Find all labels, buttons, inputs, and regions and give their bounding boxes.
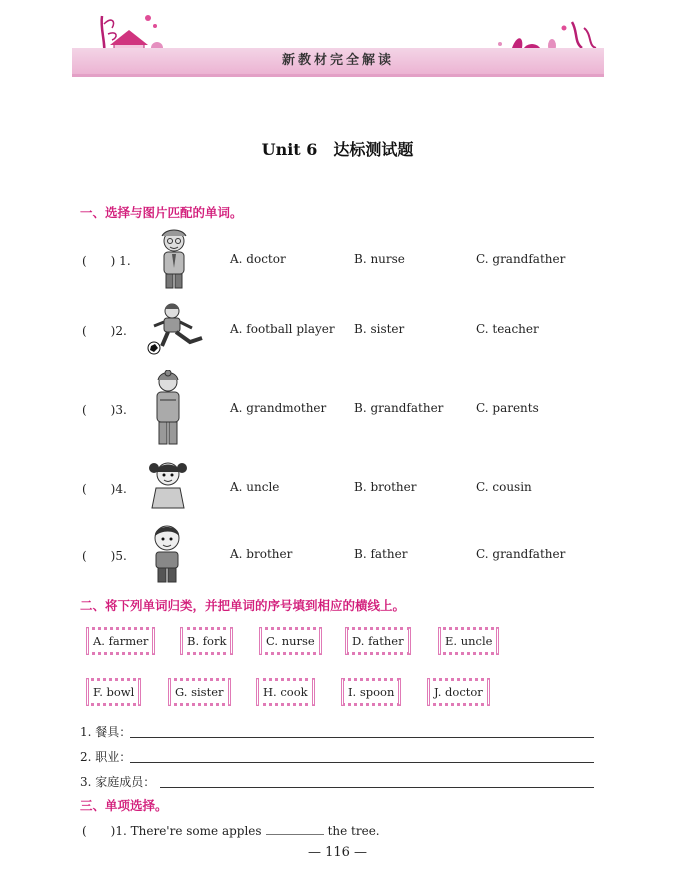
football-boy-icon xyxy=(146,302,208,356)
word-card: A. farmer xyxy=(86,627,155,655)
option-c-3: C. parents xyxy=(476,401,539,415)
word-card: J. doctor xyxy=(427,678,490,706)
word-card: D. father xyxy=(345,627,411,655)
word-card: C. nurse xyxy=(259,627,322,655)
option-b-2: B. sister xyxy=(354,322,405,336)
mc-question-1 xyxy=(82,822,380,839)
unit-title: Unit 6 达标测试题 xyxy=(261,140,414,159)
section2-heading: 二、将下列单词归类，并把单词的序号填到相应的横线上。 xyxy=(80,598,406,613)
category-family-line[interactable] xyxy=(160,787,594,788)
answer-blank-5[interactable]: ( )5. xyxy=(82,549,127,563)
girl-icon xyxy=(148,458,188,514)
option-a-2: A. football player xyxy=(230,322,335,336)
header-banner xyxy=(72,12,604,80)
word-card: H. cook xyxy=(256,678,315,706)
option-a-4: A. uncle xyxy=(230,480,280,494)
option-a-3: A. grandmother xyxy=(230,401,327,415)
category-job-line[interactable] xyxy=(130,762,594,763)
option-a-5: A. brother xyxy=(230,547,293,561)
option-c-5: C. grandfather xyxy=(476,547,566,561)
answer-blank-2[interactable]: ( )2. xyxy=(82,324,127,338)
option-b-1: B. nurse xyxy=(354,252,405,266)
header-title: 新教材完全解读 xyxy=(281,53,394,68)
option-c-4: C. cousin xyxy=(476,480,532,494)
section3-heading: 三、单项选择。 xyxy=(80,798,168,813)
header-rule xyxy=(72,74,604,77)
option-c-2: C. teacher xyxy=(476,322,539,336)
word-card: E. uncle xyxy=(438,627,499,655)
category-family-label: 3. 家庭成员： xyxy=(80,775,156,789)
old-man-icon xyxy=(150,228,196,290)
option-b-5: B. father xyxy=(354,547,408,561)
option-b-3: B. grandfather xyxy=(354,401,444,415)
page-number: — 116 — xyxy=(307,845,368,860)
boy-icon xyxy=(146,522,188,584)
category-job-label: 2. 职业： xyxy=(80,750,132,764)
category-tableware-label: 1. 餐具： xyxy=(80,725,132,739)
grandmother-icon xyxy=(148,370,188,446)
option-c-1: C. grandfather xyxy=(476,252,566,266)
mc-question-1-tail: the tree. xyxy=(327,824,380,838)
option-b-4: B. brother xyxy=(354,480,417,494)
word-card: I. spoon xyxy=(341,678,401,706)
mc-answer-blank-1[interactable]: ( ) xyxy=(82,824,116,838)
section1-heading: 一、选择与图片匹配的单词。 xyxy=(80,205,243,220)
option-a-1: A. doctor xyxy=(230,252,286,266)
answer-blank-4[interactable]: ( )4. xyxy=(82,482,127,496)
answer-blank-1[interactable]: ( ) 1. xyxy=(82,254,131,268)
answer-blank-3[interactable]: ( )3. xyxy=(82,403,127,417)
mc-question-1-text: 1. There're some apples xyxy=(115,824,262,838)
mc-fill-blank[interactable] xyxy=(266,824,324,835)
category-tableware-line[interactable] xyxy=(130,737,594,738)
word-card: G. sister xyxy=(168,678,231,706)
word-card: B. fork xyxy=(180,627,233,655)
word-card: F. bowl xyxy=(86,678,141,706)
